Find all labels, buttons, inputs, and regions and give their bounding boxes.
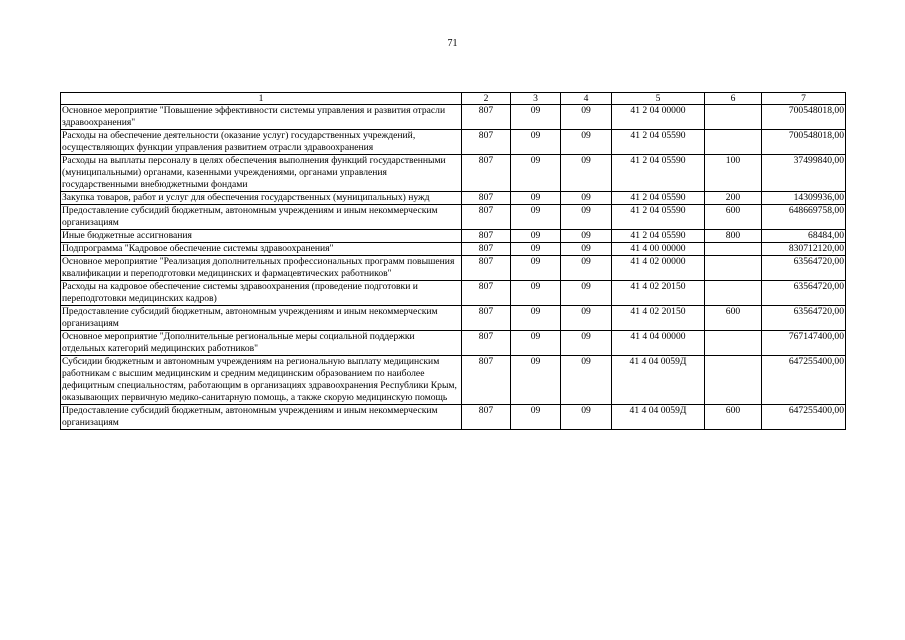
column-header: 2 bbox=[462, 93, 511, 105]
row-csr-cell: 41 4 02 20150 bbox=[612, 306, 705, 331]
table-header-row bbox=[61, 93, 846, 105]
row-sum-cell: 830712120,00 bbox=[762, 243, 846, 256]
row-ved-cell: 807 bbox=[462, 130, 511, 155]
table-row bbox=[61, 356, 846, 405]
row-pr-cell: 09 bbox=[561, 356, 612, 405]
row-sum-cell: 647255400,00 bbox=[762, 405, 846, 430]
column-header: 7 bbox=[762, 93, 846, 105]
row-csr-cell: 41 4 04 0059Д bbox=[612, 356, 705, 405]
row-rz-cell: 09 bbox=[511, 405, 561, 430]
column-header: 5 bbox=[612, 93, 705, 105]
column-header: 4 bbox=[561, 93, 612, 105]
row-vr-cell: 800 bbox=[705, 230, 762, 243]
row-csr-cell: 41 2 04 05590 bbox=[612, 192, 705, 205]
row-name-cell: Субсидии бюджетным и автономным учреждениям на региональную выплату медицинским работникам с высшим медицинским и средним медицинским образованием по наиболее дефицитным специальностям, работающим в организациях здравоохранения Республики Крым, оказывающих первичную медико-санитарную помощь, а также скорую медицинскую помощь bbox=[61, 356, 462, 405]
row-ved-cell: 807 bbox=[462, 281, 511, 306]
row-ved-cell: 807 bbox=[462, 230, 511, 243]
row-name-cell: Предоставление субсидий бюджетным, автономным учреждениям и иным некоммерческим организациям bbox=[61, 205, 462, 230]
row-sum-cell: 767147400,00 bbox=[762, 331, 846, 356]
row-sum-cell: 700548018,00 bbox=[762, 130, 846, 155]
row-sum-cell: 63564720,00 bbox=[762, 306, 846, 331]
row-sum-cell: 14309936,00 bbox=[762, 192, 846, 205]
row-name-cell: Основное мероприятие "Дополнительные региональные меры социальной поддержки отдельных категорий медицинских работников" bbox=[61, 331, 462, 356]
row-vr-cell: 600 bbox=[705, 405, 762, 430]
row-ved-cell: 807 bbox=[462, 243, 511, 256]
row-vr-cell: 600 bbox=[705, 306, 762, 331]
row-csr-cell: 41 2 04 05590 bbox=[612, 155, 705, 192]
row-vr-cell bbox=[705, 281, 762, 306]
row-name-cell: Иные бюджетные ассигнования bbox=[61, 230, 462, 243]
row-vr-cell: 200 bbox=[705, 192, 762, 205]
row-ved-cell: 807 bbox=[462, 306, 511, 331]
row-pr-cell: 09 bbox=[561, 331, 612, 356]
row-name-cell: Основное мероприятие "Повышение эффективности системы управления и развития отрасли здравоохранения" bbox=[61, 105, 462, 130]
row-name-cell: Расходы на обеспечение деятельности (оказание услуг) государственных учреждений, осуществляющих функции управления развитием отрасли здравоохранения bbox=[61, 130, 462, 155]
row-name-cell: Основное мероприятие "Реализация дополнительных профессиональных программ повышения квалификации и переподготовки медицинских и фармацевтических работников" bbox=[61, 256, 462, 281]
row-rz-cell: 09 bbox=[511, 331, 561, 356]
table-row bbox=[61, 205, 846, 230]
row-rz-cell: 09 bbox=[511, 205, 561, 230]
row-rz-cell: 09 bbox=[511, 130, 561, 155]
table-row bbox=[61, 230, 846, 243]
row-csr-cell: 41 2 04 05590 bbox=[612, 230, 705, 243]
row-rz-cell: 09 bbox=[511, 243, 561, 256]
row-rz-cell: 09 bbox=[511, 356, 561, 405]
page-number: 71 bbox=[447, 38, 458, 49]
table-row bbox=[61, 192, 846, 205]
row-ved-cell: 807 bbox=[462, 192, 511, 205]
row-pr-cell: 09 bbox=[561, 405, 612, 430]
row-pr-cell: 09 bbox=[561, 192, 612, 205]
row-csr-cell: 41 4 04 00000 bbox=[612, 331, 705, 356]
row-sum-cell: 63564720,00 bbox=[762, 256, 846, 281]
row-ved-cell: 807 bbox=[462, 256, 511, 281]
row-sum-cell: 648669758,00 bbox=[762, 205, 846, 230]
row-pr-cell: 09 bbox=[561, 243, 612, 256]
row-csr-cell: 41 2 04 00000 bbox=[612, 105, 705, 130]
row-name-cell: Закупка товаров, работ и услуг для обеспечения государственных (муниципальных) нужд bbox=[61, 192, 462, 205]
row-rz-cell: 09 bbox=[511, 230, 561, 243]
row-vr-cell: 100 bbox=[705, 155, 762, 192]
row-name-cell: Подпрограмма "Кадровое обеспечение системы здравоохранения" bbox=[61, 243, 462, 256]
row-csr-cell: 41 4 00 00000 bbox=[612, 243, 705, 256]
table-row bbox=[61, 331, 846, 356]
row-csr-cell: 41 4 02 00000 bbox=[612, 256, 705, 281]
row-csr-cell: 41 4 02 20150 bbox=[612, 281, 705, 306]
row-sum-cell: 68484,00 bbox=[762, 230, 846, 243]
row-rz-cell: 09 bbox=[511, 155, 561, 192]
table-row bbox=[61, 155, 846, 192]
row-sum-cell: 647255400,00 bbox=[762, 356, 846, 405]
table-row bbox=[61, 130, 846, 155]
table-row bbox=[61, 243, 846, 256]
row-name-cell: Расходы на выплаты персоналу в целях обеспечения выполнения функций государственными (муниципальными) органами, казенными учреждениями, органами управления государственными внебюджетными фондами bbox=[61, 155, 462, 192]
row-ved-cell: 807 bbox=[462, 205, 511, 230]
row-sum-cell: 63564720,00 bbox=[762, 281, 846, 306]
row-vr-cell bbox=[705, 105, 762, 130]
row-vr-cell bbox=[705, 256, 762, 281]
row-ved-cell: 807 bbox=[462, 331, 511, 356]
row-pr-cell: 09 bbox=[561, 130, 612, 155]
row-pr-cell: 09 bbox=[561, 306, 612, 331]
column-header: 6 bbox=[705, 93, 762, 105]
row-pr-cell: 09 bbox=[561, 256, 612, 281]
row-sum-cell: 700548018,00 bbox=[762, 105, 846, 130]
row-ved-cell: 807 bbox=[462, 405, 511, 430]
column-header: 3 bbox=[511, 93, 561, 105]
table-row bbox=[61, 281, 846, 306]
row-rz-cell: 09 bbox=[511, 105, 561, 130]
row-name-cell: Предоставление субсидий бюджетным, автономным учреждениям и иным некоммерческим организациям bbox=[61, 405, 462, 430]
row-rz-cell: 09 bbox=[511, 192, 561, 205]
row-rz-cell: 09 bbox=[511, 281, 561, 306]
row-vr-cell: 600 bbox=[705, 205, 762, 230]
row-csr-cell: 41 2 04 05590 bbox=[612, 130, 705, 155]
table-row bbox=[61, 105, 846, 130]
row-csr-cell: 41 4 04 0059Д bbox=[612, 405, 705, 430]
row-pr-cell: 09 bbox=[561, 155, 612, 192]
table-row bbox=[61, 405, 846, 430]
row-rz-cell: 09 bbox=[511, 256, 561, 281]
row-ved-cell: 807 bbox=[462, 356, 511, 405]
column-header: 1 bbox=[61, 93, 462, 105]
row-sum-cell: 37499840,00 bbox=[762, 155, 846, 192]
row-csr-cell: 41 2 04 05590 bbox=[612, 205, 705, 230]
row-pr-cell: 09 bbox=[561, 230, 612, 243]
row-pr-cell: 09 bbox=[561, 205, 612, 230]
row-rz-cell: 09 bbox=[511, 306, 561, 331]
row-ved-cell: 807 bbox=[462, 155, 511, 192]
row-name-cell: Предоставление субсидий бюджетным, автономным учреждениям и иным некоммерческим организациям bbox=[61, 306, 462, 331]
table-body bbox=[61, 105, 846, 430]
row-name-cell: Расходы на кадровое обеспечение системы здравоохранения (проведение подготовки и переподготовки медицинских кадров) bbox=[61, 281, 462, 306]
table-row bbox=[61, 306, 846, 331]
row-pr-cell: 09 bbox=[561, 105, 612, 130]
row-vr-cell bbox=[705, 331, 762, 356]
row-pr-cell: 09 bbox=[561, 281, 612, 306]
budget-table bbox=[60, 92, 846, 430]
row-vr-cell bbox=[705, 243, 762, 256]
table-row bbox=[61, 256, 846, 281]
row-ved-cell: 807 bbox=[462, 105, 511, 130]
row-vr-cell bbox=[705, 356, 762, 405]
row-vr-cell bbox=[705, 130, 762, 155]
